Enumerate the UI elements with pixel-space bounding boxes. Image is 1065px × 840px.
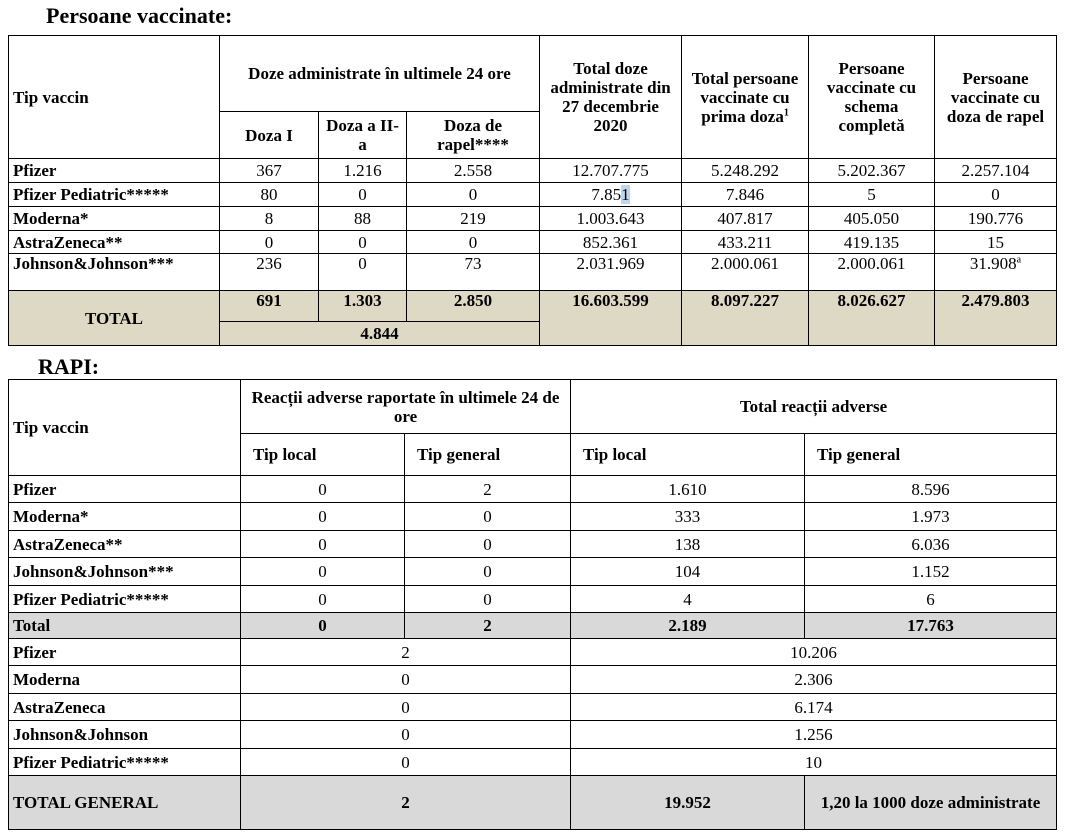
cell-completa: 2.000.061	[809, 254, 935, 291]
total-d3: 2.850	[407, 291, 540, 322]
cell-local-24: 0	[241, 476, 405, 503]
cell-general-24: 2	[405, 476, 571, 503]
header-doza-rapel-24: Doza de rapel****	[407, 112, 540, 159]
header-doza-2: Doza a II-a	[319, 112, 407, 159]
cell-local-total: 4	[571, 586, 805, 613]
cell-local-total: 333	[571, 503, 805, 531]
row-name: AstraZeneca**	[9, 231, 220, 254]
total-label: Total	[9, 613, 241, 639]
cell-rapel: 2.257.104	[935, 159, 1057, 183]
cell-sum-24: 0	[241, 721, 571, 749]
cell-local-24: 0	[241, 586, 405, 613]
sum-row	[9, 721, 1057, 749]
cell-completa: 419.135	[809, 231, 935, 254]
table-row	[9, 558, 1057, 586]
table-row	[9, 183, 1057, 207]
cell-general-total: 1.152	[805, 558, 1057, 586]
cell-d1: 8	[220, 207, 319, 231]
cell-sum-24: 0	[241, 749, 571, 776]
cell-local-24: 0	[241, 531, 405, 558]
cell-d2: 88	[319, 207, 407, 231]
total-d2: 1.303	[319, 291, 407, 322]
cell-d3: 0	[407, 183, 540, 207]
total-general-24: 2	[241, 776, 571, 830]
total-general-24: 2	[405, 613, 571, 639]
cell-completa: 5.202.367	[809, 159, 935, 183]
vaccination-table	[8, 35, 1057, 346]
cell-d3: 2.558	[407, 159, 540, 183]
table-row	[9, 207, 1057, 231]
cell-total: 1.003.643	[540, 207, 682, 231]
cell-sum-total: 1.256	[571, 721, 1057, 749]
table-row	[9, 254, 1057, 291]
total-general-rate: 1,20 la 1000 doze administrate	[805, 776, 1057, 830]
row-name: Pfizer	[9, 159, 220, 183]
header-doza-1: Doza I	[220, 112, 319, 159]
sum-row	[9, 749, 1057, 776]
cell-d2: 0	[319, 231, 407, 254]
cell-local-total: 104	[571, 558, 805, 586]
cell-rapel: 190.776	[935, 207, 1057, 231]
row-name: AstraZeneca	[9, 694, 241, 721]
total-general-label: TOTAL GENERAL	[9, 776, 241, 830]
row-name: Pfizer Pediatric*****	[9, 749, 241, 776]
header-general-24: Tip general	[405, 434, 571, 476]
cell-sum-total: 10.206	[571, 639, 1057, 666]
header-total-doze: Total doze administrate din 27 decembrie 2020	[540, 36, 682, 159]
cell-sum-24: 0	[241, 666, 571, 694]
total-local-24: 0	[241, 613, 405, 639]
row-name: Johnson&Johnson***	[9, 254, 220, 291]
sum-row	[9, 666, 1057, 694]
total-prima: 8.097.227	[682, 291, 809, 346]
cell-rapel: 15	[935, 231, 1057, 254]
cell-sum-24: 2	[241, 639, 571, 666]
cell-general-24: 0	[405, 503, 571, 531]
total-d1: 691	[220, 291, 319, 322]
row-name: Moderna	[9, 666, 241, 694]
title-persoane-vaccinate: Persoane vaccinate:	[46, 3, 233, 28]
cell-d1: 236	[220, 254, 319, 291]
total-row	[9, 291, 1057, 322]
row-name: Pfizer	[9, 476, 241, 503]
row-name: Johnson&Johnson***	[9, 558, 241, 586]
rapi-table	[8, 379, 1057, 830]
cell-completa: 5	[809, 183, 935, 207]
cell-general-24: 0	[405, 531, 571, 558]
cell-total: 12.707.775	[540, 159, 682, 183]
header-schema-completa: Persoane vaccinate cu schema completă	[809, 36, 935, 159]
cell-prima: 433.211	[682, 231, 809, 254]
header-reactii-24h: Reacții adverse raportate în ultimele 24 de ore	[241, 380, 571, 434]
total-general-row	[9, 776, 1057, 830]
cell-prima: 2.000.061	[682, 254, 809, 291]
sum-row	[9, 639, 1057, 666]
cell-local-total: 1.610	[571, 476, 805, 503]
cell-total: 852.361	[540, 231, 682, 254]
cell-d1: 80	[220, 183, 319, 207]
total-row	[9, 613, 1057, 639]
total-local-total: 2.189	[571, 613, 805, 639]
cell-d2: 0	[319, 183, 407, 207]
cell-d1: 0	[220, 231, 319, 254]
cell-completa: 405.050	[809, 207, 935, 231]
header-prima-doza: Total persoane vaccinate cu prima doza$^1$	[682, 36, 809, 159]
title-rapi: RAPI:	[38, 354, 100, 379]
row-name: Moderna*	[9, 503, 241, 531]
cell-local-24: 0	[241, 503, 405, 531]
header-doza-rapel: Persoane vaccinate cu doza de rapel	[935, 36, 1057, 159]
cell-general-total: 6.036	[805, 531, 1057, 558]
cell-d3: 73	[407, 254, 540, 291]
header-total-reactii: Total reacții adverse	[571, 380, 1057, 434]
header-tip-vaccin: Tip vaccin	[9, 380, 241, 476]
cell-general-total: 1.973	[805, 503, 1057, 531]
cell-d2: 1.216	[319, 159, 407, 183]
cell-d3: 219	[407, 207, 540, 231]
row-name: Pfizer Pediatric*****	[9, 586, 241, 613]
row-name: Pfizer Pediatric*****	[9, 183, 220, 207]
sum-row	[9, 694, 1057, 721]
total-general-total: 17.763	[805, 613, 1057, 639]
text-selection: 1	[621, 185, 630, 204]
cell-local-24: 0	[241, 558, 405, 586]
cell-rapel: 31.908$^a$	[935, 254, 1057, 291]
cell-rapel: 0	[935, 183, 1057, 207]
table-row	[9, 531, 1057, 558]
table-row	[9, 231, 1057, 254]
header-local-24: Tip local	[241, 434, 405, 476]
table-row	[9, 476, 1057, 503]
cell-local-total: 138	[571, 531, 805, 558]
cell-d3: 0	[407, 231, 540, 254]
row-name: Moderna*	[9, 207, 220, 231]
total-rapel: 2.479.803	[935, 291, 1057, 346]
header-local-total: Tip local	[571, 434, 805, 476]
table-row	[9, 159, 1057, 183]
total-sum: 16.603.599	[540, 291, 682, 346]
cell-prima: 7.846	[682, 183, 809, 207]
table-row	[9, 503, 1057, 531]
cell-total: 7.851	[540, 183, 682, 207]
cell-sum-total: 2.306	[571, 666, 1057, 694]
table-row	[9, 586, 1057, 613]
cell-d1: 367	[220, 159, 319, 183]
total-24h-sum: 4.844	[220, 322, 540, 346]
row-name: Johnson&Johnson	[9, 721, 241, 749]
cell-sum-24: 0	[241, 694, 571, 721]
cell-sum-total: 6.174	[571, 694, 1057, 721]
cell-d2: 0	[319, 254, 407, 291]
header-general-total: Tip general	[805, 434, 1057, 476]
header-doze-24h: Doze administrate în ultimele 24 ore	[220, 36, 540, 112]
cell-general-total: 8.596	[805, 476, 1057, 503]
cell-general-24: 0	[405, 586, 571, 613]
row-name: AstraZeneca**	[9, 531, 241, 558]
total-label: TOTAL	[9, 291, 220, 346]
header-tip-vaccin: Tip vaccin	[9, 36, 220, 159]
row-name: Pfizer	[9, 639, 241, 666]
cell-total: 2.031.969	[540, 254, 682, 291]
cell-prima: 407.817	[682, 207, 809, 231]
total-general-total: 19.952	[571, 776, 805, 830]
cell-prima: 5.248.292	[682, 159, 809, 183]
cell-general-24: 0	[405, 558, 571, 586]
cell-sum-total: 10	[571, 749, 1057, 776]
cell-general-total: 6	[805, 586, 1057, 613]
total-completa: 8.026.627	[809, 291, 935, 346]
